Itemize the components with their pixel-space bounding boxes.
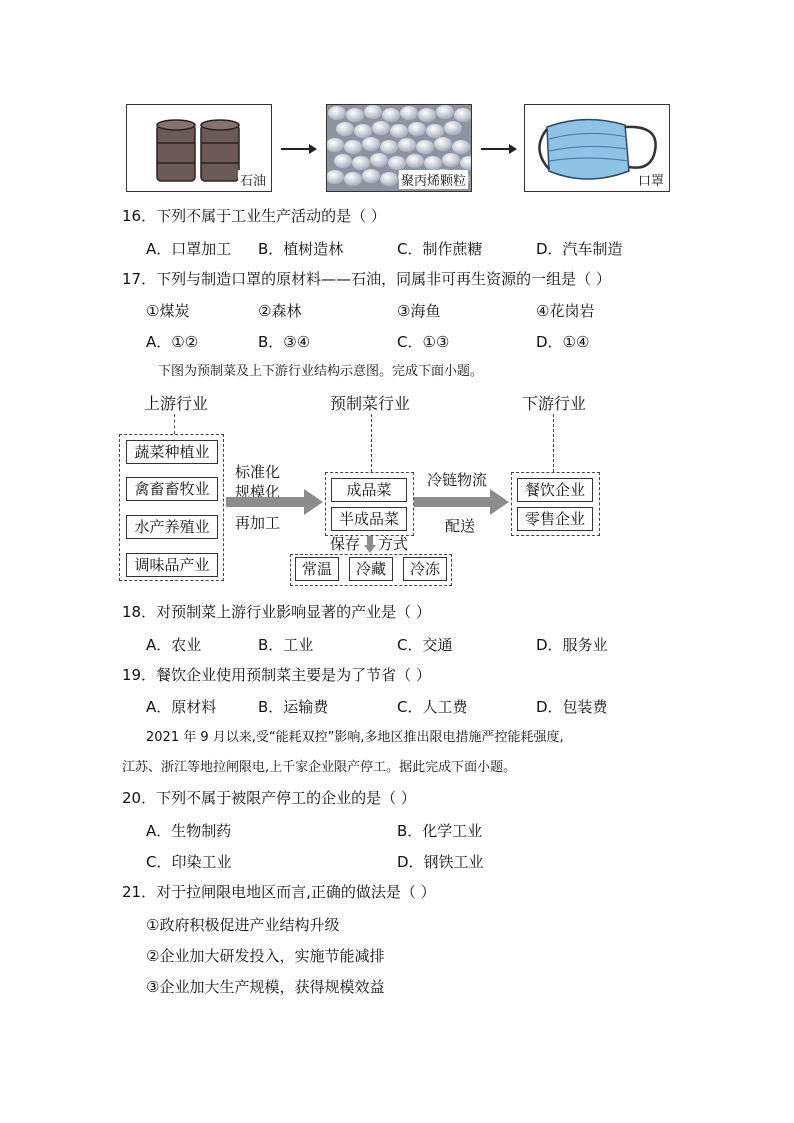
- question-20-stem: 20．下列不属于被限产停工的企业的是（ ）: [122, 789, 416, 807]
- q17-option-c[interactable]: C．①③: [397, 333, 450, 351]
- q18-option-a[interactable]: A．农业: [146, 636, 202, 654]
- q20-option-b[interactable]: B．化学工业: [397, 822, 483, 840]
- thick-arrow-icon: [226, 488, 324, 516]
- down-item: 餐饮企业: [517, 478, 593, 502]
- oil-barrels-image: [126, 104, 272, 192]
- polypropylene-label: 聚丙烯颗粒: [399, 170, 468, 189]
- q16-option-a[interactable]: A．口罩加工: [146, 240, 232, 258]
- mid-item: 成品菜: [331, 478, 407, 502]
- upstream-item: 蔬菜种植业: [126, 440, 218, 464]
- q21-item-1: ①政府积极促进产业结构升级: [146, 916, 340, 934]
- storage-label-left: 保存: [330, 535, 361, 553]
- storage-item: 常温: [295, 557, 339, 581]
- question-16-stem: 16．下列不属于工业生产活动的是（ ）: [122, 207, 386, 225]
- downstream-title: 下游行业: [522, 394, 587, 413]
- q18-option-d[interactable]: D．服务业: [536, 636, 608, 654]
- intro-diagram: 下图为预制菜及上下游行业结构示意图。完成下面小题。: [158, 364, 484, 379]
- q17-item-3: ③海鱼: [397, 302, 441, 320]
- question-19-stem: 19．餐饮企业使用预制菜主要是为了节省（ ）: [122, 666, 431, 684]
- q19-option-a[interactable]: A．原材料: [146, 698, 217, 716]
- oil-label: 石油: [238, 170, 268, 189]
- connector-line: [174, 414, 175, 434]
- storage-item: 冷冻: [403, 557, 447, 581]
- midstream-title: 预制菜行业: [330, 394, 411, 413]
- q18-option-c[interactable]: C．交通: [397, 636, 453, 654]
- down-item: 零售企业: [517, 507, 593, 531]
- upstream-item: 禽畜畜牧业: [126, 477, 218, 501]
- q21-item-3: ③企业加大生产规模，获得规模效益: [146, 978, 385, 996]
- process-text-1: 标准化: [235, 463, 281, 481]
- upstream-item: 水产养殖业: [126, 515, 218, 539]
- q20-option-d[interactable]: D．钢铁工业: [397, 853, 484, 871]
- storage-label-right: 方式: [378, 535, 409, 553]
- q19-option-b[interactable]: B．运输费: [258, 698, 329, 716]
- mask-image: [524, 104, 670, 192]
- arrow-right-icon: [481, 148, 515, 150]
- q17-item-2: ②森林: [258, 302, 302, 320]
- logistics-label: 冷链物流: [427, 471, 488, 489]
- upstream-title: 上游行业: [144, 394, 209, 413]
- down-arrow-icon: [364, 536, 376, 554]
- question-17-stem: 17．下列与制造口罩的原材料——石油，同属非可再生资源的一组是（ ）: [122, 270, 611, 288]
- storage-item: 冷藏: [349, 557, 393, 581]
- q17-option-d[interactable]: D．①④: [536, 333, 590, 351]
- connector-line: [553, 414, 554, 472]
- q16-option-d[interactable]: D．汽车制造: [536, 240, 623, 258]
- mid-item: 半成品菜: [331, 507, 407, 531]
- thick-arrow-icon: [414, 488, 510, 516]
- arrow-right-icon: [281, 148, 315, 150]
- connector-line: [371, 414, 372, 472]
- q20-option-a[interactable]: A．生物制药: [146, 822, 232, 840]
- q17-item-1: ①煤炭: [146, 302, 190, 320]
- q16-option-b[interactable]: B．植树造林: [258, 240, 344, 258]
- q17-item-4: ④花岗岩: [536, 302, 595, 320]
- delivery-label: 配送: [445, 517, 476, 535]
- upstream-item: 调味品产业: [126, 553, 218, 577]
- mask-label: 口罩: [636, 170, 666, 189]
- q20-option-c[interactable]: C．印染工业: [146, 853, 232, 871]
- q19-option-c[interactable]: C．人工费: [397, 698, 468, 716]
- intro-energy-line2: 江苏、浙江等地拉闸限电,上千家企业限产停工。据此完成下面小题。: [122, 760, 517, 775]
- question-21-stem: 21．对于拉闸限电地区而言,正确的做法是（ ）: [122, 883, 436, 901]
- process-text-3: 再加工: [235, 514, 281, 532]
- q19-option-d[interactable]: D．包装费: [536, 698, 608, 716]
- intro-energy-line1: 2021 年 9 月以来,受“能耗双控”影响,多地区推出限电措施严控能耗强度,: [146, 730, 564, 745]
- q17-option-a[interactable]: A．①②: [146, 333, 199, 351]
- process-text-2: 规模化: [235, 483, 281, 501]
- question-18-stem: 18．对预制菜上游行业影响显著的产业是（ ）: [122, 603, 431, 621]
- polypropylene-image: [326, 104, 472, 192]
- q21-item-2: ②企业加大研发投入，实施节能减排: [146, 947, 385, 965]
- q16-option-c[interactable]: C．制作蔗糖: [397, 240, 483, 258]
- q17-option-b[interactable]: B．③④: [258, 333, 311, 351]
- q18-option-b[interactable]: B．工业: [258, 636, 314, 654]
